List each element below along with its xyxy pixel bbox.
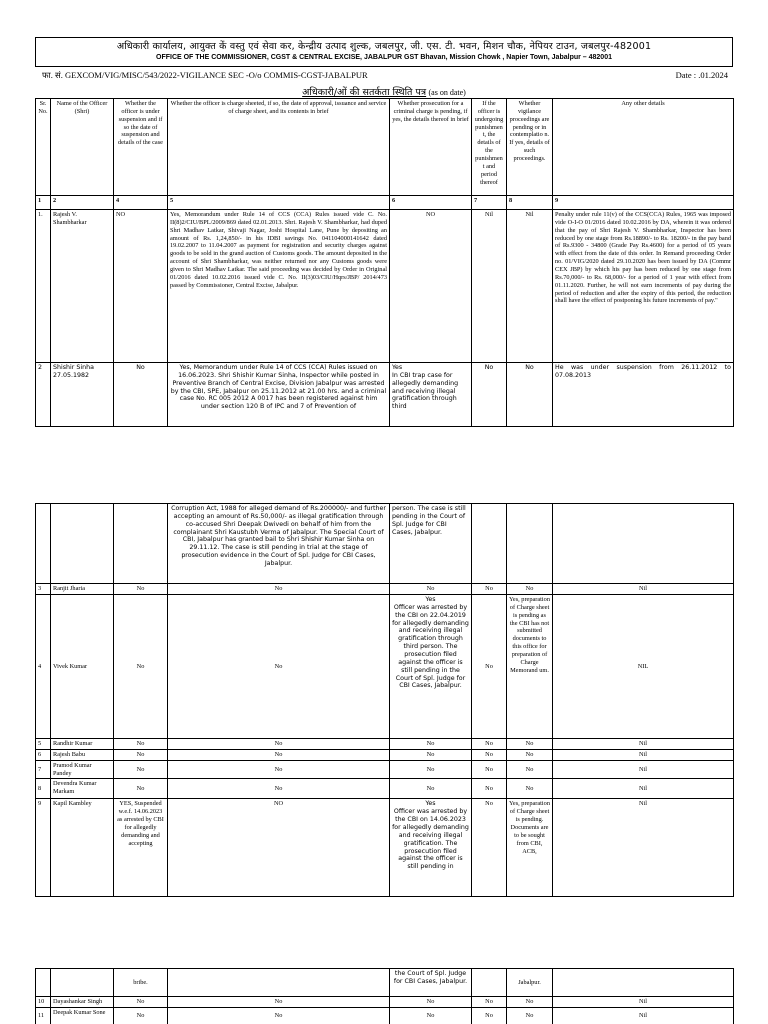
header-sr: Sr. No.: [36, 99, 51, 196]
title-as-of: (as on date): [428, 88, 466, 97]
col-number: 1: [36, 196, 51, 210]
table-row: [36, 799, 734, 897]
header-other: Any other details: [553, 99, 734, 196]
cell-sr: 10: [36, 997, 51, 1008]
cell-other: Nil: [553, 749, 734, 760]
cell-punishment: No: [472, 799, 507, 897]
cell-sr: 8: [36, 779, 51, 799]
cell-other: NIL: [553, 595, 734, 739]
cell-suspension: No: [114, 997, 168, 1008]
cell-other: Nil: [553, 584, 734, 595]
col-number: 2: [51, 196, 114, 210]
cell-prosecution: No: [390, 760, 472, 779]
cell-name: Shishir Sinha 27.05.1982: [51, 363, 114, 427]
cell-sr: 2: [36, 363, 51, 427]
cell-name: Kapil Kambley: [51, 799, 114, 897]
table-header-row: [36, 99, 734, 196]
cell-suspension: No: [114, 749, 168, 760]
cell-vigilance: Yes, preparation of Charge sheet is pending. Documents are to be sought from CBI, ACB,: [507, 799, 553, 897]
cell-suspension: No: [114, 584, 168, 595]
cell-sr: 3: [36, 584, 51, 595]
office-header-english: OFFICE OF THE COMMISSIONER, CGST & CENTRAL EXCISE, JABALPUR GST Bhavan, Mission Chowk , Napier Town, Jabalpur – 482001: [156, 54, 612, 61]
table-row-continued: [36, 504, 734, 584]
cell-prosecution: NO: [390, 210, 472, 363]
cell-suspension: No: [114, 779, 168, 799]
cell-suspension: No: [114, 1007, 168, 1024]
col-number: 9: [553, 196, 734, 210]
table-row: [36, 739, 734, 750]
col-number: 8: [507, 196, 553, 210]
cell-vigilance: No: [507, 749, 553, 760]
cell-prosecution: Yes Officer was arrested by the CBI on 22.04.2019 for allegedly demanding and receiving illegal gratification through third person. The prosecution filed against the officer is still pending in the Court of Spl. Judge for CBI Cases, Jabalpur.: [390, 595, 472, 739]
cell-vigilance: No: [507, 1007, 553, 1024]
header-name: Name of the Officer (Shri): [51, 99, 114, 196]
cell-vigilance: No: [507, 760, 553, 779]
table-row-continued: [36, 969, 734, 997]
cell-punishment: No: [472, 739, 507, 750]
cell-other: Nil: [553, 1007, 734, 1024]
cell-sr: 9: [36, 799, 51, 897]
cell-prosecution: No: [390, 749, 472, 760]
cell-charge: No: [168, 1007, 390, 1024]
table-row: [36, 749, 734, 760]
column-number-row: [36, 196, 734, 210]
cell-sr: 6: [36, 749, 51, 760]
table-row: [36, 779, 734, 799]
cell-sr: 5: [36, 739, 51, 750]
col-number: 7: [472, 196, 507, 210]
cell-charge: No: [168, 749, 390, 760]
cell-prosecution: the Court of Spl. Judge for CBI Cases, Jabalpur.: [390, 969, 472, 997]
vigilance-table-part-3: [35, 968, 734, 1024]
header-prosecution: Whether prosecution for a criminal charge is pending, if yes, the details thereof in brief: [390, 99, 472, 196]
cell-punishment: Nil: [472, 210, 507, 363]
cell-sr: 7: [36, 760, 51, 779]
cell-name: Deepak Kumar Sone: [51, 1007, 114, 1024]
cell-vigilance: No: [507, 584, 553, 595]
header-suspension: Whether the officer is under suspension and if so the date of suspension and details of the case: [114, 99, 168, 196]
cell-suspension: No: [114, 363, 168, 427]
office-header: [35, 37, 733, 67]
cell-charge: No: [168, 584, 390, 595]
cell-name: Vivek Kumar: [51, 595, 114, 739]
col-number: 4: [114, 196, 168, 210]
cell-other: He was under suspension from 26.11.2012 to 07.08.2013: [553, 363, 734, 427]
cell-charge: NO: [168, 799, 390, 897]
office-header-hindi: अधिकारी कार्यालय, आयुक्त कें वस्तु एवं सेवा कर, केन्द्रीय उत्पाद शुल्क, जबलपुर, जी. एस. टी. भवन, मिशन चौक, नेपियर टाउन, जबलपुर-482001: [116, 41, 652, 52]
cell-name: Rajesh Babu: [51, 749, 114, 760]
cell-punishment: No: [472, 584, 507, 595]
cell-name: Ranjit Jharia: [51, 584, 114, 595]
cell-vigilance: No: [507, 997, 553, 1008]
cell-charge: No: [168, 760, 390, 779]
cell-suspension: No: [114, 595, 168, 739]
table-row: [36, 584, 734, 595]
cell-charge: No: [168, 779, 390, 799]
vigilance-table-part-1: [35, 98, 734, 427]
cell-suspension: NO: [114, 210, 168, 363]
cell-punishment: No: [472, 779, 507, 799]
cell-punishment: No: [472, 595, 507, 739]
cell-punishment: No: [472, 1007, 507, 1024]
table-row: [36, 210, 734, 363]
cell-suspension: No: [114, 760, 168, 779]
cell-name: Randhir Kumar: [51, 739, 114, 750]
cell-punishment: No: [472, 749, 507, 760]
cell-prosecution: No: [390, 739, 472, 750]
cell-other: Nil: [553, 799, 734, 897]
col-number: 5: [168, 196, 390, 210]
cell-other: Nil: [553, 739, 734, 750]
cell-prosecution: No: [390, 1007, 472, 1024]
cell-other: Nil: [553, 997, 734, 1008]
cell-other: Nil: [553, 760, 734, 779]
reference-line: [42, 70, 728, 81]
cell-charge: Yes, Memorandum under Rule 14 of CCS (CCA) Rules issued on 16.06.2023. Shri Shishir Kumar Sinha, Inspector while posted in Preventive Branch of Central Excise, Division Jabalpur was arrested by the CBI, SPE, Jabalpur on 25.11.2012 at 21.00 hrs. and a criminal case No. RC 005 2012 A 0017 has been registered against him under section 120 B of IPC and 7 of Prevention of: [168, 363, 390, 427]
cell-name: Pramod Kumar Pandey: [51, 760, 114, 779]
table-row: [36, 997, 734, 1008]
cell-suspension: bribe.: [114, 969, 168, 997]
header-charge: Whether the officer is charge sheeted, if so, the date of approval, issuance and service of charge sheet, and its contents in brief: [168, 99, 390, 196]
cell-suspension: YES, Suspended w.e.f. 14.06.2023 as arrested by CBI for allegedly demanding and accepting: [114, 799, 168, 897]
cell-prosecution: Yes Officer was arrested by the CBI on 14.06.2023 for allegedly demanding and receiving illegal gratification. The prosecution filed against the officer is still pending in: [390, 799, 472, 897]
cell-prosecution: person. The case is still pending in the Court of Spl. Judge for CBI Cases, Jabalpur.: [390, 504, 472, 584]
cell-vigilance: Yes, preparation of Charge sheet is pending as the CBI has not submitted documents to this office for preparation of Charge Memorand um.: [507, 595, 553, 739]
table-row: [36, 595, 734, 739]
cell-name: Devendra Kumar Markam: [51, 779, 114, 799]
document-date: Date : .01.2024: [675, 70, 728, 80]
cell-vigilance: Jabalpur.: [507, 969, 553, 997]
cell-punishment: No: [472, 760, 507, 779]
cell-prosecution: No: [390, 584, 472, 595]
cell-charge: No: [168, 997, 390, 1008]
cell-charge: Corruption Act, 1988 for alleged demand of Rs.200000/- and further accepting an amount of Rs.50,000/- as illegal gratification through co-accused Shri Deepak Dwivedi on behalf of him from the complainant Shri Kaustubh Verma of Jabalpur. The Special Court of CBI, Jabalpur has granted bail to Shri Shishir Kumar Sinha on 29.11.12. The case is still pending in trial at the stage of prosecution evidence in the Court of Spl. Judge for CBI Cases, Jabalpur.: [168, 504, 390, 584]
title-hindi: अधिकारी/ओं की सतर्कता स्थिति पत्र: [302, 87, 427, 98]
header-punishment: If the officer is undergoing punishmen t, the details of the punishmen t and period thereof: [472, 99, 507, 196]
cell-punishment: No: [472, 363, 507, 427]
cell-charge: No: [168, 595, 390, 739]
cell-prosecution: Yes In CBI trap case for allegedly demanding and receiving illegal gratification through third: [390, 363, 472, 427]
header-vigilance: Whether vigilance proceedings are pending or in contemplatio n. If yes, details of such proceedings.: [507, 99, 553, 196]
table-row: [36, 760, 734, 779]
cell-punishment: No: [472, 997, 507, 1008]
cell-vigilance: Nil: [507, 210, 553, 363]
file-number: फा. सं. GEXCOM/VIG/MISC/543/2022-VIGILANCE SEC -O/o COMMIS-CGST-JABALPUR: [42, 70, 368, 80]
cell-prosecution: No: [390, 997, 472, 1008]
cell-charge: No: [168, 739, 390, 750]
cell-vigilance: No: [507, 739, 553, 750]
vigilance-table-part-2: [35, 503, 734, 897]
document-title: [0, 85, 768, 98]
cell-name: Rajesh V. Shambharkar: [51, 210, 114, 363]
col-number: 6: [390, 196, 472, 210]
cell-prosecution: No: [390, 779, 472, 799]
cell-other: Penalty under rule 11(v) of the CCS(CCA) Rules, 1965 was imposed vide O-I-O 01/2016 dated 10.02.2016 by DA, wherein it was ordered that the pay of Shri Rajesh V. Shambharkar, Inspector has been reduced by one stage from Rs.18890/- to Rs. 18200/- in the pay band of Rs.9300 - 34800 (Grade Pay Rs.4600) for a period of 05 years with effect from the date of this order. In Remand proceeding Order no. 01/VIG/2020 dated 29.10.2020 has been issued by DA (Commr CEX JBP) by which his pay has been reduced by one stage from Rs.70,000/- to Rs. 68,000/- for a period of 1 year with effect from 01.11.2020. Further, he will not earn increments of pay during the period of reduction and after the expiry of this period, the reduction shall have the effect of postponing his future increments of pay.": [553, 210, 734, 363]
cell-sr: 1.: [36, 210, 51, 363]
cell-vigilance: No: [507, 779, 553, 799]
cell-vigilance: No: [507, 363, 553, 427]
cell-sr: 4: [36, 595, 51, 739]
cell-suspension: No: [114, 739, 168, 750]
cell-sr: 11: [36, 1007, 51, 1024]
table-row: [36, 1007, 734, 1024]
table-row: [36, 363, 734, 427]
cell-name: Dayashankar Singh: [51, 997, 114, 1008]
cell-charge: Yes, Memorandum under Rule 14 of CCS (CCA) Rules issued vide C. No. II(8)2/CIU/BPL/2009/869 dated 02.01.2013. Shri. Rajesh V. Shambharkar, had duped Shri Madhav Latkar, Shivaji Nagar, Joshi Hospital Lane, Pune by depositing an amount of Rs. 1,24,850/- in his IDBI savings No. 041104000141642 dated 19.02.2007 to 11.04.2007 as payment for registration and security charges against goods to be sold in the grand auction of Customs goods. The amount deposited in the account of Shri Shambharkar, was neither returned nor any Customs goods were given to Shri Madhav Latkar. The said proceeding was decided by Order in Original 01/2016 dated 10.02.2016 issued vide C. No. II(3)03/CIU/Hqrs/JBP/ 2014/473 passed by Commissioner, Central Excise, Jabalpur.: [168, 210, 390, 363]
cell-other: Nil: [553, 779, 734, 799]
